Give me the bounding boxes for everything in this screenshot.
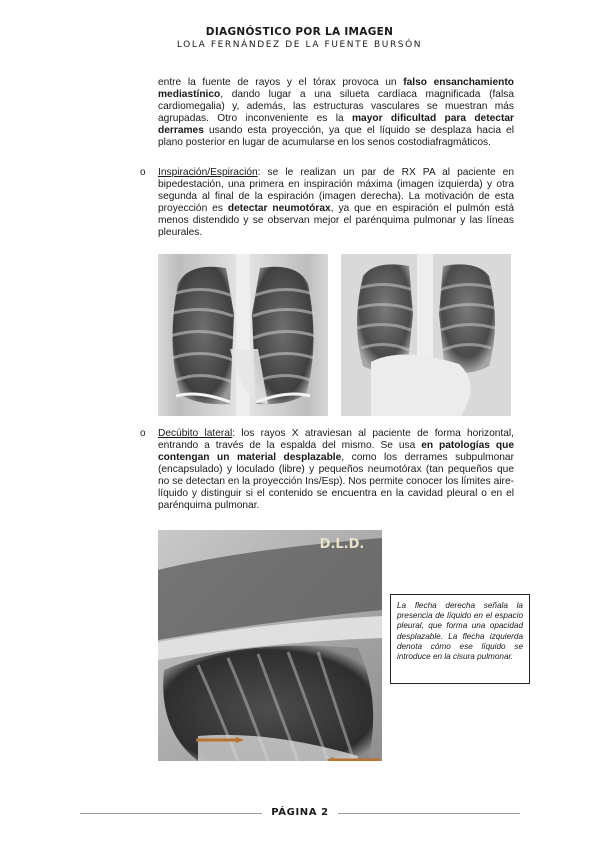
document-header (0, 26, 599, 50)
left-arrow-icon (196, 730, 244, 736)
bullet-marker: o (140, 428, 146, 439)
paragraph-continuation: entre la fuente de rayos y el tórax provoca un falso ensanchamiento mediastínico, dando lugar a una silueta cardíaca magnificada (falsa cardiomegalia) y, además, las estructuras vasculares se muestran más agrupadas. Otro inconveniente es la mayor dificultad para detectar derrames usando esta proyección, ya que el líquido se desplaza hacia el plano posterior en lugar de acumularse en los senos costodiafragmáticos. (158, 77, 514, 148)
document-author: LOLA FERNÁNDEZ DE LA FUENTE BURSÓN (176, 40, 423, 50)
xray-expiration-image (341, 254, 511, 416)
page-number: PÁGINA 2 (271, 807, 329, 818)
paragraph-decubito-lateral: Decúbito lateral: los rayos X atraviesan al paciente de forma horizontal, entrando a través de la espalda del mismo. Se usa en patologías que contengan un material desplazable, como los derrames subpulmonar (encapsulado) y loculado (libre) y pequeños neumotórax (tan pequeños que no se detectan en la proyección Ins/Esp). Nos permite conocer los límites aire-líquido y distinguir si el contenido se encuentra en la cavidad pleural o en el parénquima pulmonar. (158, 428, 515, 511)
bullet-marker: o (140, 167, 146, 178)
right-arrow-icon (326, 750, 380, 756)
page-footer (80, 807, 520, 821)
xray-inspiration-image (158, 254, 328, 416)
term-inspiracion-espiracion: Inspiración/Espiración (158, 167, 258, 178)
term-decubito-lateral: Decúbito lateral (158, 428, 233, 439)
xray-lateral-decubitus-image (158, 530, 382, 761)
xray-label-dld: D.L.D. (319, 537, 365, 552)
paragraph-inspiracion-espiracion: Inspiración/Espiración: se le realizan un par de RX PA al paciente en bipedestación, una primera en inspiración máxima (imagen izquierda) y otra segunda al final de la espiración (imagen derecha). La motivación de esta proyección es detectar neumotórax, ya que en espiración el pulmón está menos distendido y se observan mejor el parénquima pulmonar y las líneas pleurales. (158, 167, 515, 238)
figure-caption: La flecha derecha señala la presencia de líquido en el espacio pleural, que forma una opacidad desplazable. La flecha izquierda denota cómo ese líquido se introduce en la cisura pulmonar. (390, 594, 530, 684)
document-title: DIAGNÓSTICO POR LA IMAGEN (205, 26, 394, 38)
